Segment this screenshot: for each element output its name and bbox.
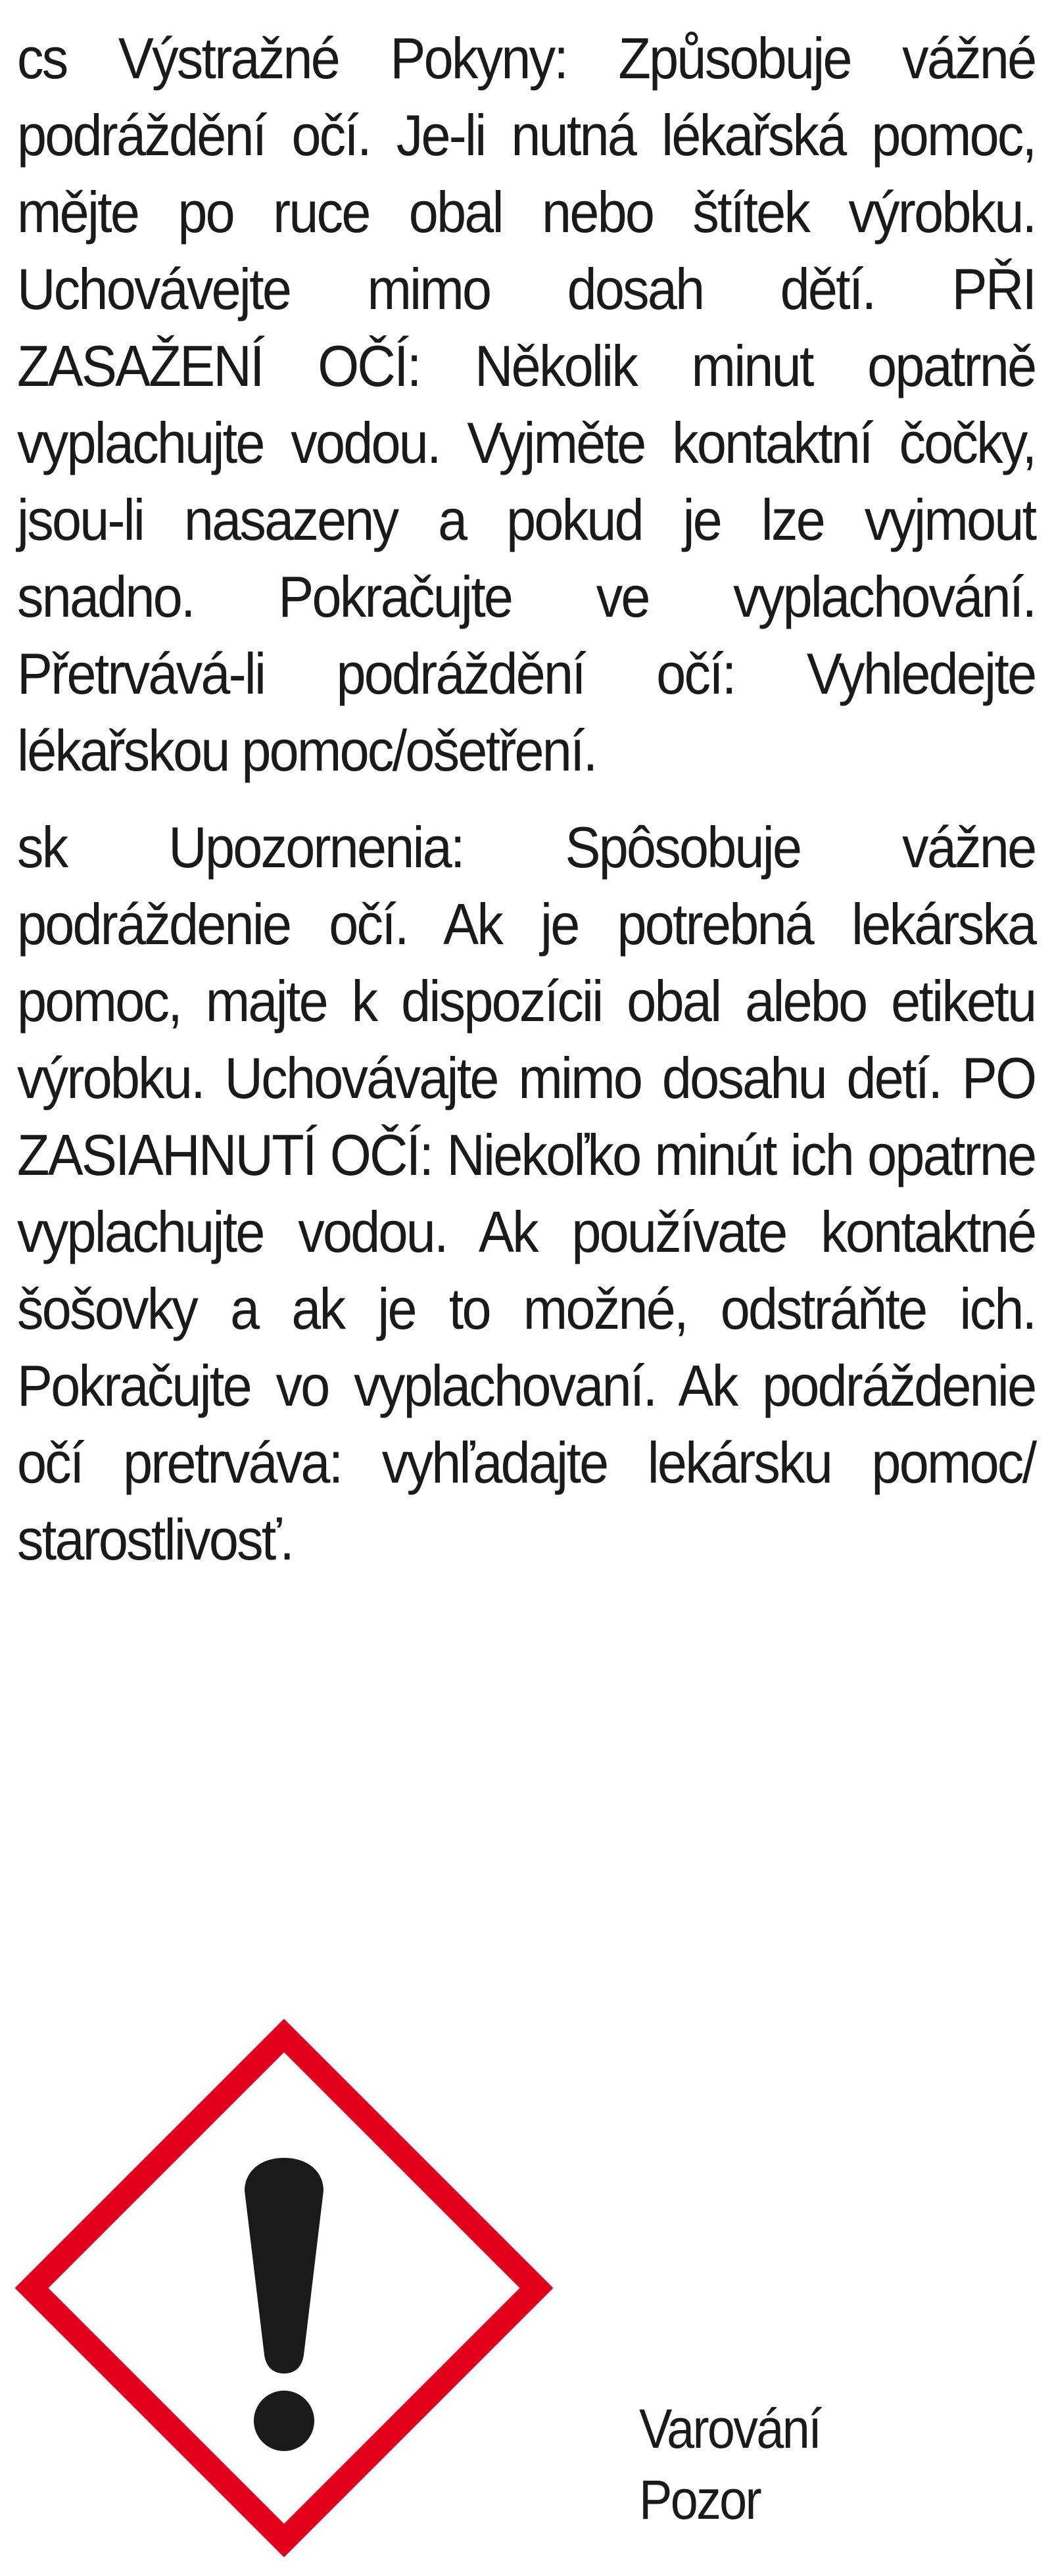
exclamation-dot xyxy=(254,2391,314,2451)
signal-word-cs: Varování xyxy=(639,2398,821,2460)
warning-text-cs xyxy=(17,20,1035,789)
warning-paragraph-sk: sk Upozornenia: Spôsobuje vážne podráždenie očí. Ak je potrebná lekárska pomoc, majte k dispozícii obal alebo etiketu výrobku. Uchovávajte mimo dosahu detí. PO ZASIAHNUTÍ OČÍ: Niekoľko minút ich opatrne vyplachujte vodou. Ak používate kontaktné šošovky a ak je to možné, odstráňte ich. Pokračujte vo vyplachovaní. Ak podráždenie očí pretrváva: vyhľadajte lekársku pomoc/ starostlivosť. xyxy=(17,815,1036,1572)
warning-text-sk xyxy=(17,809,1035,1578)
signal-word-sk: Pozor xyxy=(639,2469,760,2531)
warning-paragraph-cs: cs Výstražné Pokyny: Způsobuje vážné podráždění očí. Je-li nutná lékařská pomoc, mějte po ruce obal nebo štítek výrobku. Uchovávejte mimo dosah dětí. PŘI ZASAŽENÍ OČÍ: Několik minut opatrně vyplachujte vodou. Vyjměte kontaktní čočky, jsou-li nasazeny a pokud je lze vyjmout snadno. Pokračujte ve vyplachování. Přetrvává-li podráždění očí: Vyhledejte lékařskou pomoc/ošetření. xyxy=(17,26,1036,783)
ghs-exclamation-pictogram xyxy=(14,2018,554,2558)
signal-words xyxy=(639,2393,820,2535)
